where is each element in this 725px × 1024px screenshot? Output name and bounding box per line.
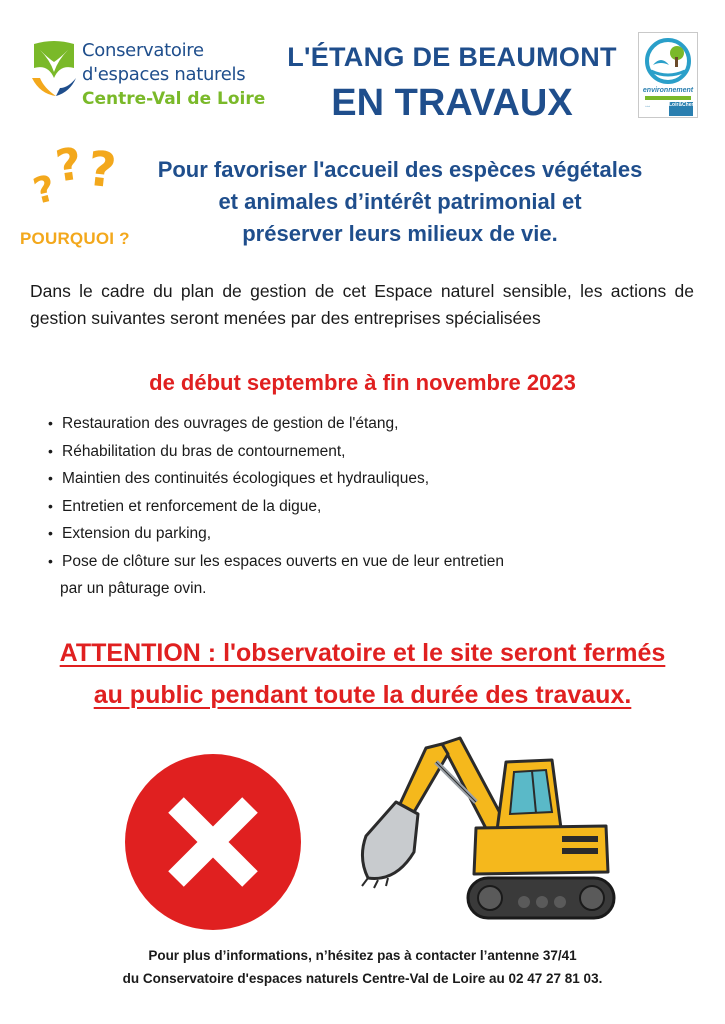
closure-warning-line2: au public pendant toute la durée des travaux. (93, 681, 632, 709)
list-item-text: Réhabilitation du bras de contournement, (62, 442, 346, 460)
partner-logo (638, 32, 698, 118)
why-line: et animales d’intérêt patrimonial et (218, 189, 582, 214)
excavator-icon (356, 732, 618, 922)
list-item-text: Maintien des continuités écologiques et hydrauliques, (62, 470, 430, 487)
list-item-text: Restauration des ouvrages de gestion de l'étang, (62, 415, 399, 432)
environment-emblem-icon (639, 35, 697, 87)
bullet-icon: • (48, 552, 53, 569)
list-item-continuation: par un pâturage ovin. (60, 580, 207, 597)
cen-logo-line2: d'espaces naturels (82, 64, 246, 85)
bullet-icon: • (48, 442, 53, 459)
intro-paragraph: Dans le cadre du plan de gestion de cet Espace naturel sensible, les actions de gestion suivantes seront menées par des entreprises spécialisées (30, 281, 694, 328)
list-item (48, 410, 688, 438)
why-line: Pour favoriser l'accueil des espèces végétales (157, 157, 643, 182)
partner-logo-text: environnement (642, 87, 694, 94)
footer-line2: du Conservatoire d'espaces naturels Centre-Val de Loire au 02 47 27 81 03. (122, 971, 603, 986)
partner-logo-bar (645, 96, 691, 100)
list-item (48, 548, 688, 603)
closed-cross-icon (124, 753, 302, 931)
pourquoi-label: POURQUOI ? (20, 229, 130, 248)
cen-logo-line3: Centre-Val de Loire (82, 89, 266, 109)
question-mark-medium-icon: ? (52, 138, 85, 193)
footer-line1: Pour plus d’informations, n’hésitez pas à contacter l’antenne 37/41 (148, 948, 577, 963)
partner-logo-small-mark: ◦◦◦ (645, 104, 651, 110)
list-item-text: Entretien et renforcement de la digue, (62, 497, 322, 515)
why-statement (120, 154, 680, 250)
question-mark-large-icon: ? (85, 140, 119, 200)
why-line: préserver leurs milieux de vie. (242, 221, 558, 246)
actions-list (48, 410, 688, 603)
contact-footer (0, 944, 725, 990)
list-item (48, 465, 688, 493)
bullet-icon: • (48, 470, 53, 486)
question-mark-small-icon: ? (29, 168, 60, 213)
list-item (48, 493, 688, 521)
list-item-text: Extension du parking, (62, 525, 212, 542)
list-item (48, 520, 688, 548)
cen-logo-line1: Conservatoire (82, 40, 204, 61)
page-subtitle: EN TRAVAUX (331, 82, 573, 124)
bullet-icon: • (48, 497, 53, 514)
bullet-icon: • (48, 415, 53, 431)
works-period: de début septembre à fin novembre 2023 (149, 370, 576, 395)
closure-warning (0, 632, 725, 716)
loir-et-cher-badge: Loir&Cher (669, 102, 693, 116)
cen-leaf-icon (30, 38, 78, 98)
closure-warning-line1: ATTENTION : l'observatoire et le site seront fermés (59, 639, 666, 667)
list-item-text: Pose de clôture sur les espaces ouverts en vue de leur entretien (62, 552, 505, 570)
list-item (48, 438, 688, 466)
cen-logo (30, 36, 290, 116)
bullet-icon: • (48, 525, 53, 541)
page-title: L'ÉTANG DE BEAUMONT (287, 42, 617, 72)
